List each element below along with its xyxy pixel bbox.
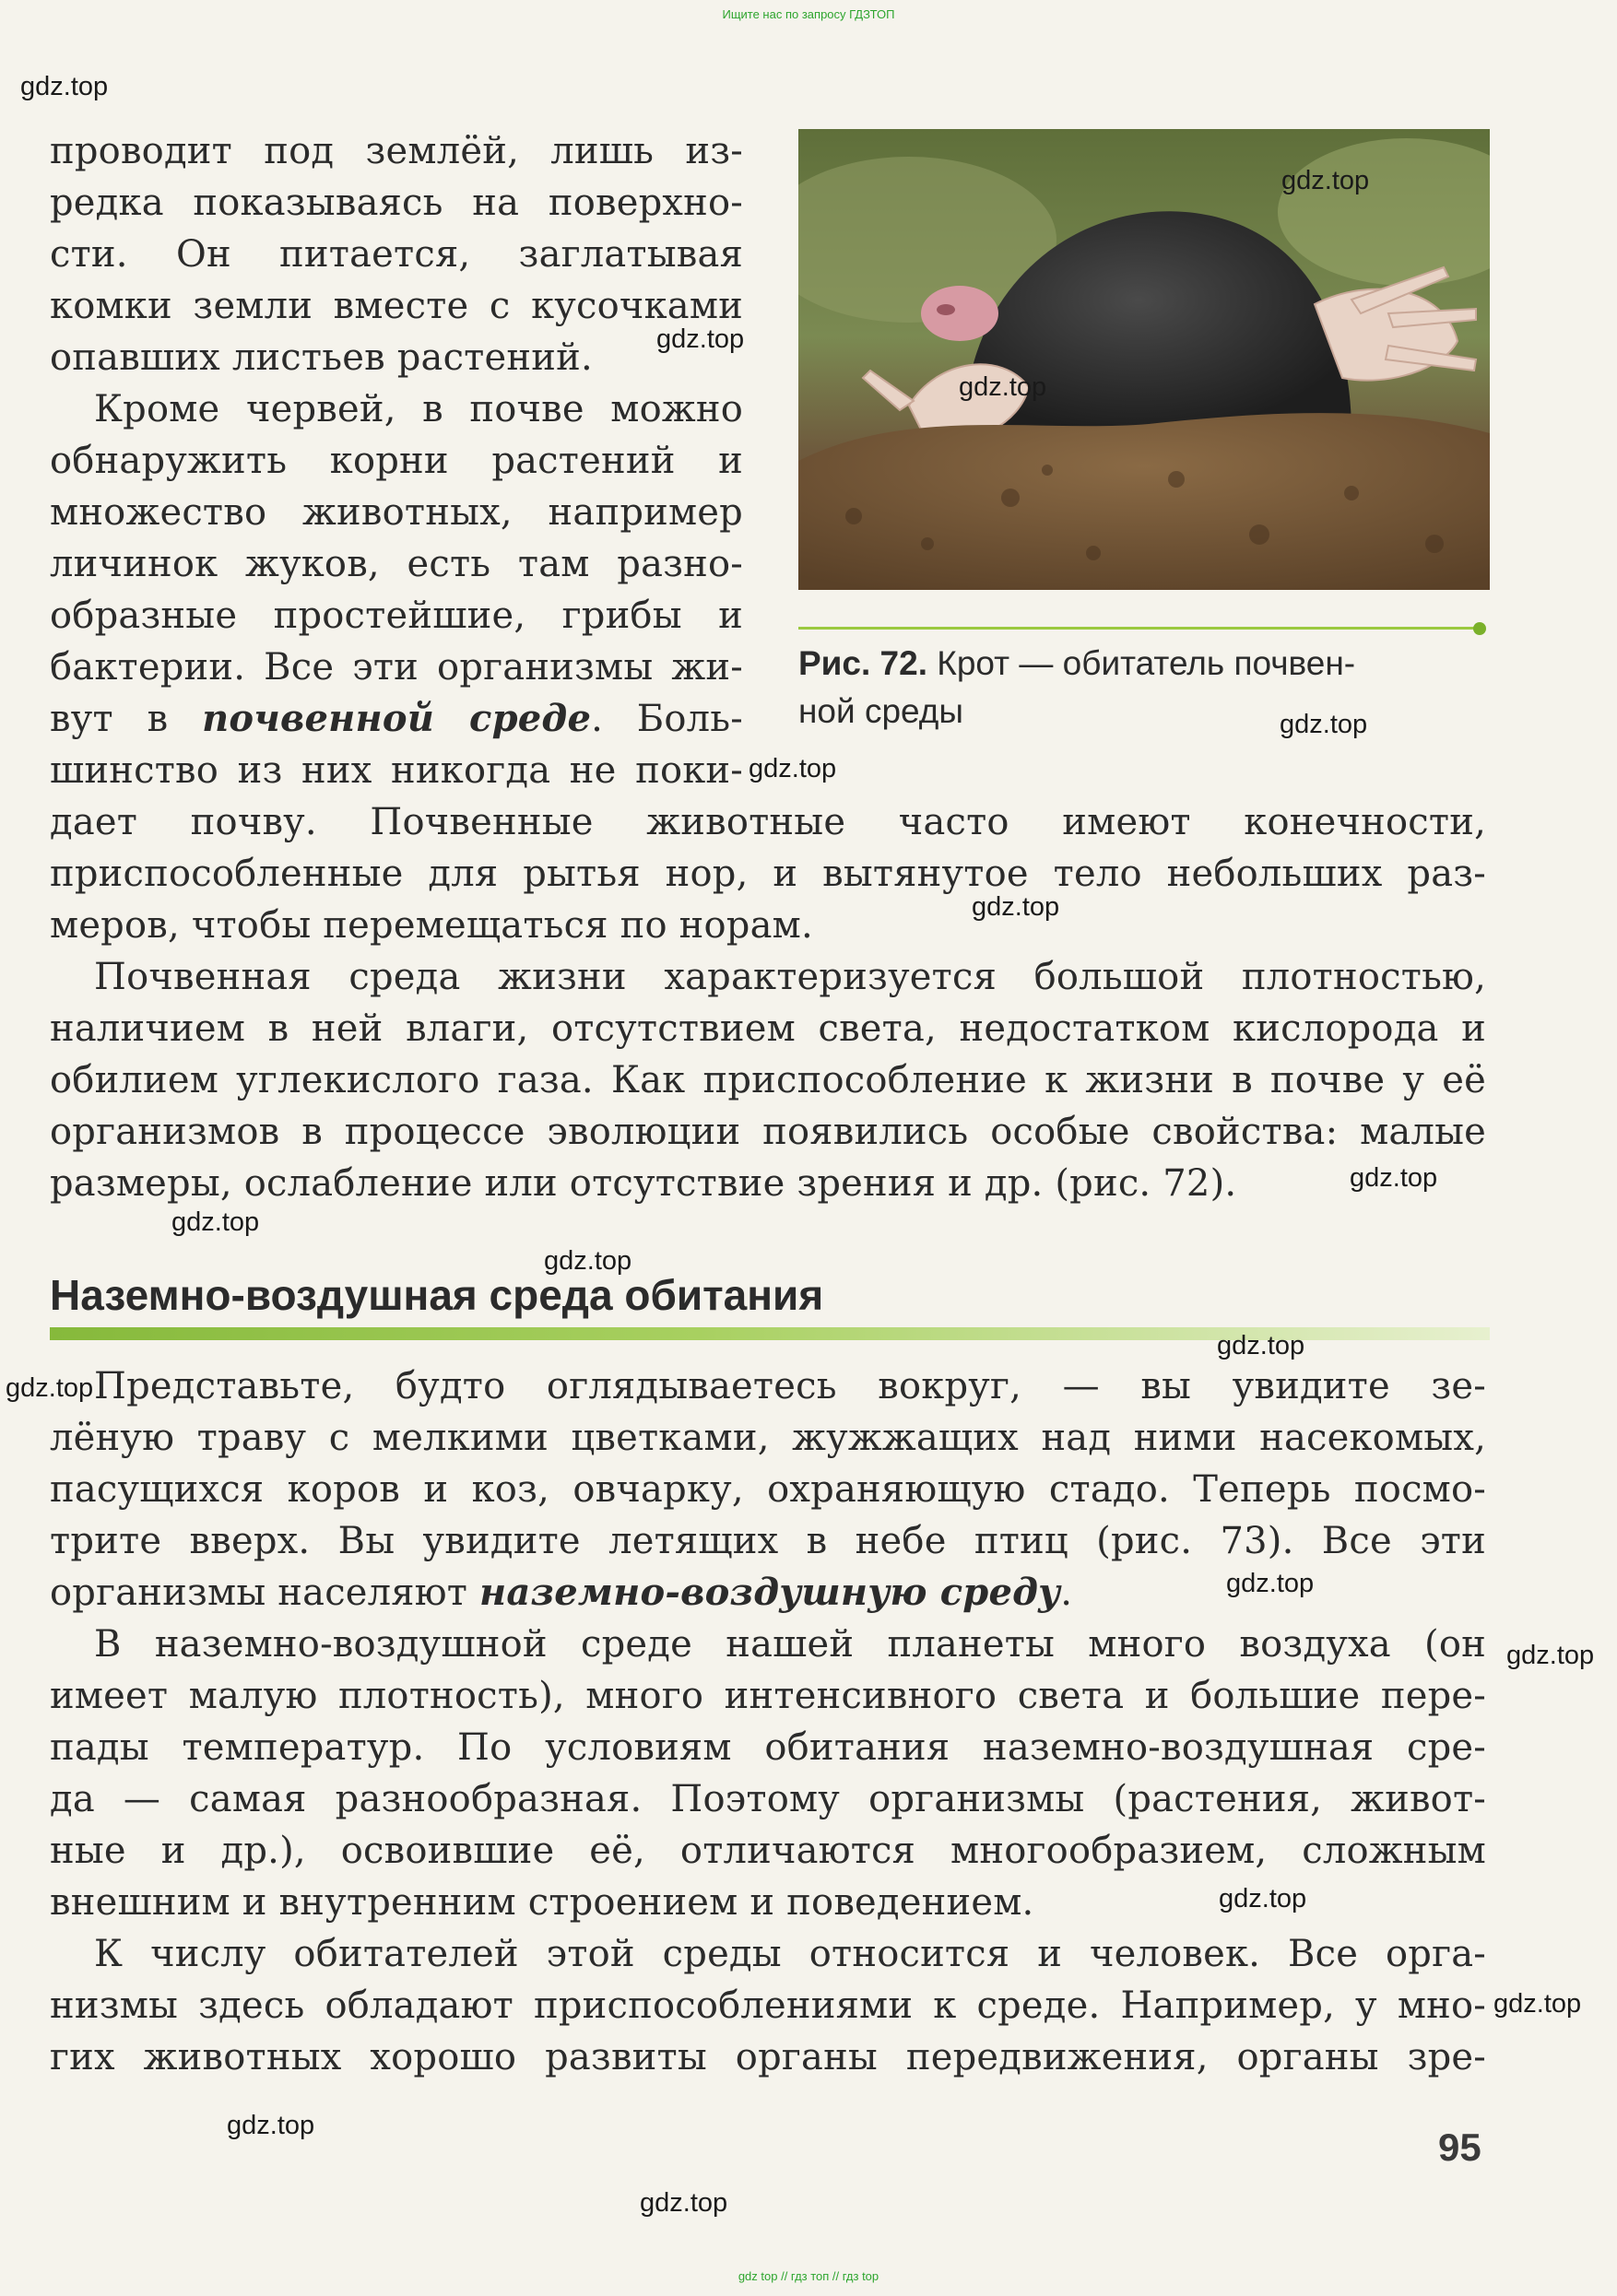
text-line: личинок жуков, есть там разно- bbox=[50, 543, 743, 585]
text-line: образные простейшие, грибы и bbox=[50, 595, 743, 637]
text-line bbox=[50, 1571, 1072, 1615]
text-fragment: организмы населяют bbox=[50, 1572, 479, 1614]
watermark: gdz.top bbox=[959, 372, 1047, 402]
text-line: Кроме червей, в почве можно bbox=[94, 388, 743, 430]
text-line: наличием в ней влаги, отсутствием света, недостатком кислорода и bbox=[50, 1007, 1486, 1050]
text-line: лёную траву с мелкими цветками, жужжащих над ними насекомых, bbox=[50, 1417, 1486, 1459]
text-line: К числу обитателей этой среды относится и человек. Все орга- bbox=[94, 1933, 1486, 1975]
watermark: gdz.top bbox=[1217, 1331, 1305, 1360]
text-line: трите вверх. Вы увидите летящих в небе птиц (рис. 73). Все эти bbox=[50, 1520, 1486, 1562]
text-fragment: вут в bbox=[50, 698, 203, 740]
text-line bbox=[50, 697, 743, 741]
text-line: множество животных, например bbox=[50, 491, 743, 534]
text-line: проводит под землёй, лишь из- bbox=[50, 130, 743, 172]
text-line: пасущихся коров и коз, овчарку, охраняющую стадо. Теперь посмо- bbox=[50, 1468, 1486, 1511]
text-line: опавших листьев растений. bbox=[50, 336, 593, 379]
text-line: сти. Он питается, заглатывая bbox=[50, 233, 743, 276]
text-line: организмов в процессе эволюции появились особые свойства: малые bbox=[50, 1111, 1486, 1153]
watermark: gdz.top bbox=[1281, 166, 1370, 195]
text-line: меров, чтобы перемещаться по норам. bbox=[50, 904, 813, 947]
watermark: gdz.top bbox=[656, 324, 745, 354]
watermark: gdz.top bbox=[1350, 1163, 1438, 1193]
caption-text: Крот — обитатель почвен- bbox=[927, 644, 1356, 682]
text-line: дает почву. Почвенные животные часто имеют конечности, bbox=[50, 801, 1486, 843]
watermark: gdz.top bbox=[1219, 1884, 1307, 1913]
text-line: Представьте, будто оглядываетесь вокруг, — вы увидите зе- bbox=[94, 1365, 1486, 1407]
watermark: gdz.top bbox=[1506, 1641, 1595, 1670]
figure-label: Рис. 72. bbox=[798, 644, 927, 682]
page-number: 95 bbox=[1438, 2125, 1481, 2169]
section-heading: Наземно-воздушная среда обитания bbox=[50, 1271, 824, 1319]
top-banner: Ищите нас по запросу ГДЗТОП bbox=[722, 7, 895, 21]
text-line: ные и др.), освоившие её, отличаются многообразием, сложным bbox=[50, 1830, 1486, 1872]
figure-caption-line2: ной среды bbox=[798, 692, 963, 730]
watermark: gdz.top bbox=[972, 892, 1060, 922]
text-line: пады температур. По условиям обитания наземно-воздушная сре- bbox=[50, 1726, 1486, 1769]
text-line: обнаружить корни растений и bbox=[50, 440, 743, 482]
mole-photo bbox=[798, 129, 1490, 590]
mole-illustration bbox=[798, 129, 1490, 590]
watermark: gdz.top bbox=[640, 2188, 728, 2218]
watermark: gdz.top bbox=[749, 754, 837, 783]
text-line: низмы здесь обладают приспособлениями к среде. Например, у мно- bbox=[50, 1984, 1486, 2027]
text-fragment: . bbox=[1060, 1572, 1073, 1614]
text-line: да — самая разнообразная. Поэтому организмы (растения, живот- bbox=[50, 1778, 1486, 1820]
text-line: В наземно-воздушной среде нашей планеты много воздуха (он bbox=[94, 1623, 1486, 1666]
text-line: обилием углекислого газа. Как приспособление к жизни в почве у её bbox=[50, 1059, 1486, 1101]
figure-caption bbox=[798, 642, 1492, 686]
watermark: gdz.top bbox=[20, 72, 109, 101]
text-line: комки земли вместе с кусочками bbox=[50, 285, 743, 327]
text-line: приспособленные для рытья нор, и вытянутое тело небольших раз- bbox=[50, 853, 1486, 895]
text-line: размеры, ослабление или отсутствие зрения и др. (рис. 72). bbox=[50, 1162, 1237, 1205]
text-line: внешним и внутренним строением и поведением. bbox=[50, 1881, 1034, 1924]
text-fragment: . Боль- bbox=[591, 698, 743, 740]
text-line: бактерии. Все эти организмы жи- bbox=[50, 646, 743, 689]
watermark: gdz.top bbox=[544, 1246, 632, 1276]
bottom-banner: gdz top // гдз топ // гдз top bbox=[738, 2269, 879, 2283]
watermark: gdz.top bbox=[1226, 1569, 1315, 1598]
text-line: шинство из них никогда не поки- bbox=[50, 749, 743, 792]
text-line: редка показываясь на поверхно- bbox=[50, 182, 743, 224]
caption-bullet bbox=[1473, 622, 1486, 635]
watermark: gdz.top bbox=[227, 2111, 315, 2140]
text-line: Почвенная среда жизни характеризуется большой плотностью, bbox=[94, 956, 1486, 998]
term-soil-environment: почвенной среде bbox=[202, 697, 592, 740]
watermark: gdz.top bbox=[6, 1373, 94, 1403]
watermark: gdz.top bbox=[1493, 1989, 1582, 2019]
caption-rule bbox=[798, 627, 1481, 630]
text-line: имеет малую плотность), много интенсивного света и большие пере- bbox=[50, 1675, 1486, 1717]
text-line: гих животных хорошо развиты органы передвижения, органы зре- bbox=[50, 2036, 1486, 2078]
watermark: gdz.top bbox=[1280, 710, 1368, 739]
term-land-air-environment: наземно-воздушную среду bbox=[479, 1571, 1061, 1614]
watermark: gdz.top bbox=[171, 1207, 260, 1237]
